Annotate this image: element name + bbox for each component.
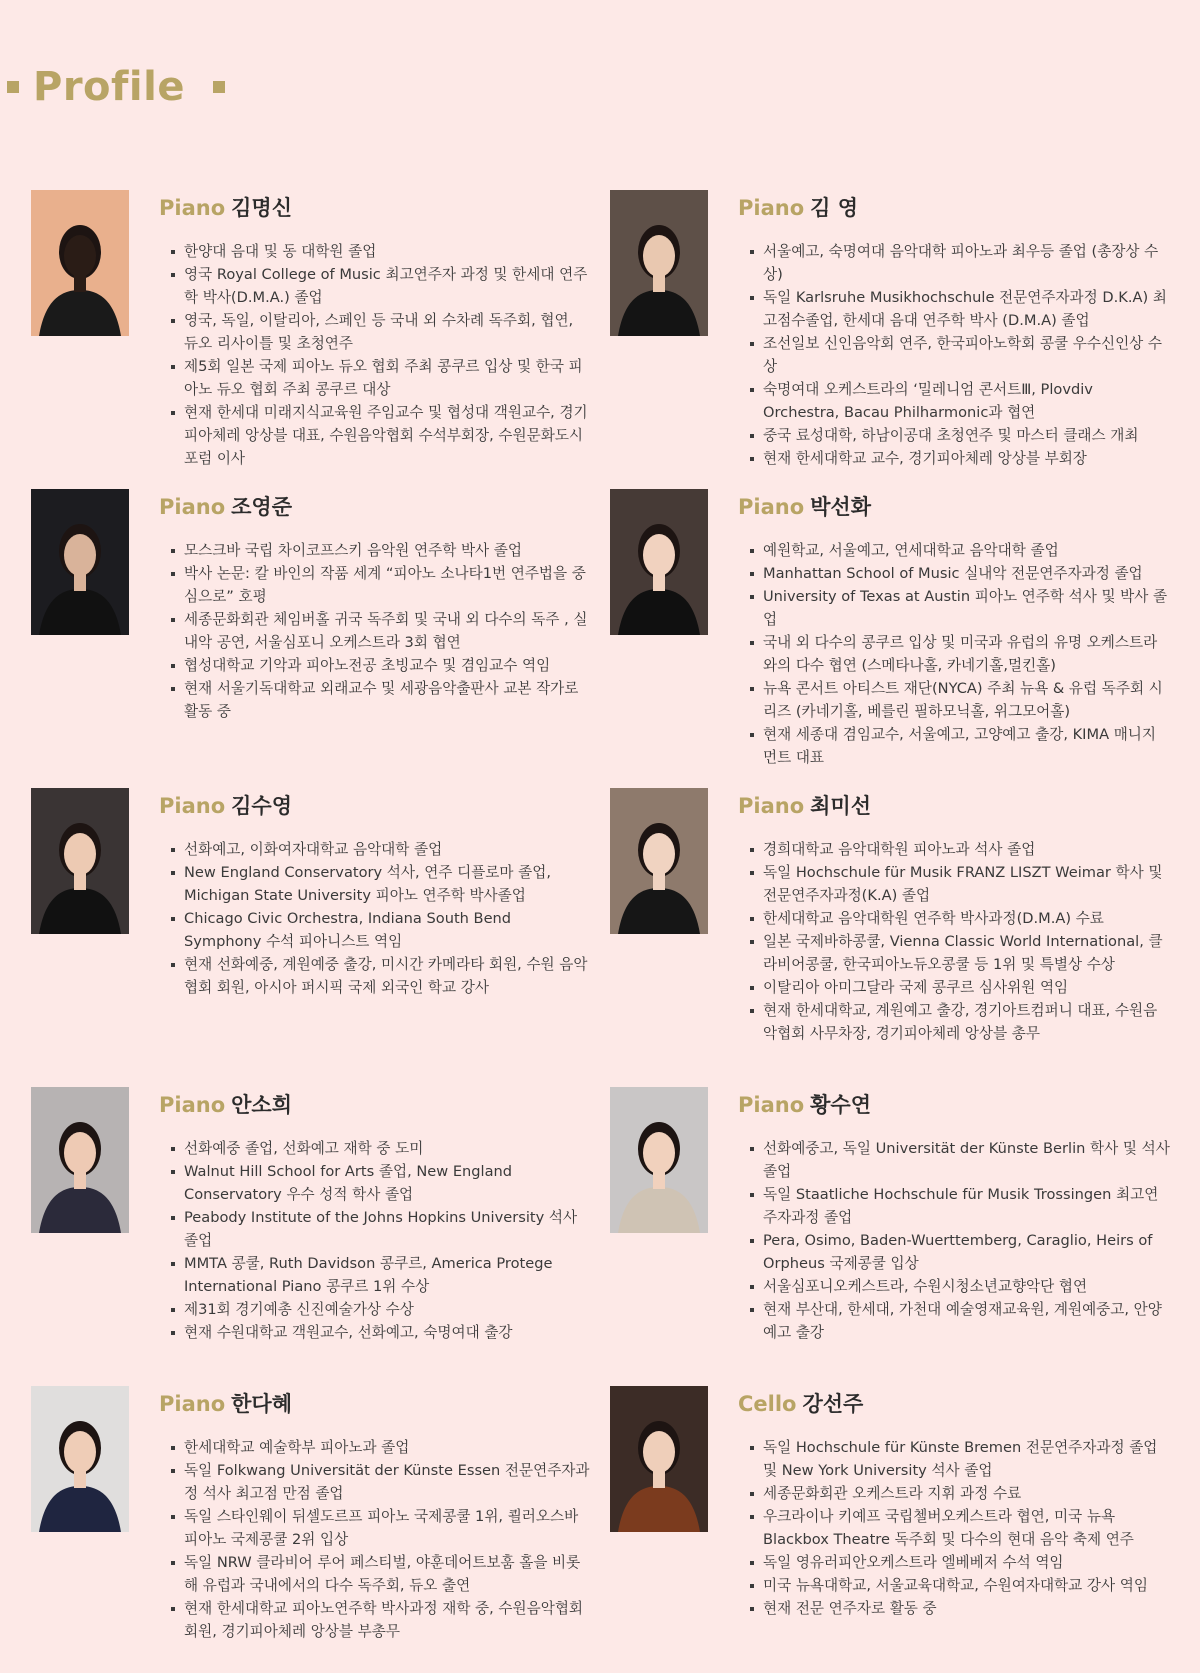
performer-name: 황수연 xyxy=(810,1093,871,1117)
profile-card xyxy=(610,1087,1170,1377)
bio-item: 독일 스타인웨이 뒤셀도르프 피아노 국제콩쿨 1위, 쾰러오스바 피아노 국제콩쿨 2위 입상 xyxy=(171,1505,591,1551)
performer-name: 한다혜 xyxy=(231,1392,292,1416)
bio-item: 영국, 독일, 이탈리아, 스페인 등 국내 외 수차례 독주회, 협연, 듀오 리사이틀 및 초청연주 xyxy=(171,309,591,355)
bio-item: University of Texas at Austin 피아노 연주학 석사 및 박사 졸업 xyxy=(750,585,1170,631)
instrument-label: Piano xyxy=(159,495,226,519)
bio-item: 모스크바 국립 차이코프스키 음악원 연주학 박사 졸업 xyxy=(171,539,591,562)
bio-item: 선화예고, 이화여자대학교 음악대학 졸업 xyxy=(171,838,591,861)
bio-item: MMTA 콩쿨, Ruth Davidson 콩쿠르, America Protege International Piano 콩쿠르 1위 수상 xyxy=(171,1252,591,1298)
instrument-label: Piano xyxy=(738,495,805,519)
bio-item: 현재 한세대학교 피아노연주학 박사과정 재학 중, 수원음악협회 회원, 경기피아체레 앙상블 부총무 xyxy=(171,1597,591,1643)
bio-item: Manhattan School of Music 실내악 전문연주자과정 졸업 xyxy=(750,562,1170,585)
performer-name: 김수영 xyxy=(231,794,292,818)
bio-list xyxy=(171,1137,591,1344)
profile-heading xyxy=(159,491,292,521)
bio-item: 현재 전문 연주자로 활동 중 xyxy=(750,1597,1170,1620)
bio-item: 협성대학교 기악과 피아노전공 초빙교수 및 겸임교수 역임 xyxy=(171,654,591,677)
bio-item: 독일 NRW 클라비어 루어 페스티벌, 야훈데어트보훔 홀을 비롯해 유럽과 국내에서의 다수 독주회, 듀오 출연 xyxy=(171,1551,591,1597)
bio-item: 현재 서울기독대학교 외래교수 및 세광음악출판사 교본 작가로 활동 중 xyxy=(171,677,591,723)
square-bullet-icon xyxy=(7,81,19,93)
bio-item: 현재 수원대학교 객원교수, 선화예고, 숙명여대 출강 xyxy=(171,1321,591,1344)
bio-list xyxy=(750,1436,1170,1620)
bio-item: 서울심포니오케스트라, 수원시청소년교향악단 협연 xyxy=(750,1275,1170,1298)
bio-list xyxy=(750,838,1170,1045)
profile-heading xyxy=(738,192,858,222)
bio-list xyxy=(171,539,591,723)
bio-item: 일본 국제바하콩쿨, Vienna Classic World International, 클라비어콩쿨, 한국피아노듀오콩쿨 등 1위 및 특별상 수상 xyxy=(750,930,1170,976)
bio-item: 세종문화회관 오케스트라 지휘 과정 수료 xyxy=(750,1482,1170,1505)
bio-item: 독일 Hochschule für Musik FRANZ LISZT Weimar 학사 및 전문연주자과정(K.A) 졸업 xyxy=(750,861,1170,907)
portrait-photo xyxy=(31,1087,129,1233)
bio-item: 제31회 경기예총 신진예술가상 수상 xyxy=(171,1298,591,1321)
performer-name: 최미선 xyxy=(810,794,871,818)
bio-item: 뉴욕 콘서트 아티스트 재단(NYCA) 주최 뉴욕 & 유럽 독주회 시리즈 (카네기홀, 베를린 필하모닉홀, 위그모어홀) xyxy=(750,677,1170,723)
profile-card xyxy=(610,190,1170,480)
bio-item: 조선일보 신인음악회 연주, 한국피아노학회 콩쿨 우수신인상 수상 xyxy=(750,332,1170,378)
bio-item: 이탈리아 아미그달라 국제 콩쿠르 심사위원 역임 xyxy=(750,976,1170,999)
bio-item: 박사 논문: 칼 바인의 작품 세계 “피아노 소나타1번 연주법을 중심으로” 호평 xyxy=(171,562,591,608)
profile-heading xyxy=(738,1089,871,1119)
portrait-photo xyxy=(610,1087,708,1233)
bio-item: Peabody Institute of the Johns Hopkins University 석사 졸업 xyxy=(171,1206,591,1252)
instrument-label: Piano xyxy=(159,1093,226,1117)
bio-item: 현재 부산대, 한세대, 가천대 예술영재교육원, 계원예중고, 안양예고 출강 xyxy=(750,1298,1170,1344)
portrait-photo xyxy=(610,190,708,336)
portrait-photo xyxy=(31,190,129,336)
profile-heading xyxy=(738,1388,863,1418)
page-header xyxy=(0,62,225,112)
profile-heading xyxy=(159,1089,292,1119)
profile-card xyxy=(31,1087,591,1377)
bio-item: 국내 외 다수의 콩쿠르 입상 및 미국과 유럽의 유명 오케스트라와의 다수 협연 (스메타나홀, 카네기홀,멀킨홀) xyxy=(750,631,1170,677)
portrait-photo xyxy=(31,788,129,934)
bio-item: 한세대학교 예술학부 피아노과 졸업 xyxy=(171,1436,591,1459)
performer-name: 김명신 xyxy=(231,196,292,220)
portrait-photo xyxy=(610,788,708,934)
instrument-label: Piano xyxy=(738,196,805,220)
bio-item: 한양대 음대 및 동 대학원 졸업 xyxy=(171,240,591,263)
bio-item: Walnut Hill School for Arts 졸업, New England Conservatory 우수 성적 학사 졸업 xyxy=(171,1160,591,1206)
performer-name: 강선주 xyxy=(802,1392,864,1416)
bio-item: 우크라이나 키예프 국립첼버오케스트라 협연, 미국 뉴욕 Blackbox Theatre 독주회 및 다수의 현대 음악 축제 연주 xyxy=(750,1505,1170,1551)
bio-item: Chicago Civic Orchestra, Indiana South Bend Symphony 수석 피아니스트 역임 xyxy=(171,907,591,953)
instrument-label: Cello xyxy=(738,1392,797,1416)
bio-list xyxy=(750,1137,1170,1344)
bio-item: 영국 Royal College of Music 최고연주자 과정 및 한세대 연주학 박사(D.M.A.) 졸업 xyxy=(171,263,591,309)
profile-heading xyxy=(159,1388,292,1418)
profile-heading xyxy=(159,790,292,820)
bio-item: 서울예고, 숙명여대 음악대학 피아노과 최우등 졸업 (총장상 수상) xyxy=(750,240,1170,286)
instrument-label: Piano xyxy=(159,196,226,220)
bio-item: 독일 Folkwang Universität der Künste Essen 전문연주자과정 석사 최고점 만점 졸업 xyxy=(171,1459,591,1505)
bio-item: 독일 영유러피안오케스트라 엘베베저 수석 역임 xyxy=(750,1551,1170,1574)
bio-item: 한세대학교 음악대학원 연주학 박사과정(D.M.A) 수료 xyxy=(750,907,1170,930)
bio-item: 독일 Karlsruhe Musikhochschule 전문연주자과정 D.K.A) 최고점수졸업, 한세대 음대 연주학 박사 (D.M.A) 졸업 xyxy=(750,286,1170,332)
profile-heading xyxy=(159,192,292,222)
bio-list xyxy=(171,240,591,470)
profile-card xyxy=(610,489,1170,779)
profile-card xyxy=(31,489,591,779)
square-bullet-icon xyxy=(213,81,225,93)
performer-name: 안소희 xyxy=(231,1093,292,1117)
instrument-label: Piano xyxy=(738,794,805,818)
bio-item: 제5회 일본 국제 피아노 듀오 협회 주최 콩쿠르 입상 및 한국 피아노 듀오 협회 주최 콩쿠르 대상 xyxy=(171,355,591,401)
instrument-label: Piano xyxy=(159,794,226,818)
bio-item: 현재 세종대 겸임교수, 서울예고, 고양예고 출강, KIMA 매니지먼트 대표 xyxy=(750,723,1170,769)
instrument-label: Piano xyxy=(738,1093,805,1117)
bio-item: 현재 한세대학교 교수, 경기피아체레 앙상블 부회장 xyxy=(750,447,1170,470)
bio-item: 세종문화회관 체임버홀 귀국 독주회 및 국내 외 다수의 독주 , 실내악 공연, 서울심포니 오케스트라 3회 협연 xyxy=(171,608,591,654)
portrait-photo xyxy=(31,1386,129,1532)
profile-card xyxy=(31,1386,591,1673)
bio-list xyxy=(750,240,1170,470)
bio-item: 선화예중 졸업, 선화예고 재학 중 도미 xyxy=(171,1137,591,1160)
bio-item: 미국 뉴욕대학교, 서울교육대학교, 수원여자대학교 강사 역임 xyxy=(750,1574,1170,1597)
bio-item: 독일 Staatliche Hochschule für Musik Trossingen 최고연주자과정 졸업 xyxy=(750,1183,1170,1229)
performer-name: 조영준 xyxy=(231,495,292,519)
bio-item: 선화예중고, 독일 Universität der Künste Berlin 학사 및 석사 졸업 xyxy=(750,1137,1170,1183)
bio-item: 중국 료성대학, 하남이공대 초청연주 및 마스터 클래스 개최 xyxy=(750,424,1170,447)
bio-item: Pera, Osimo, Baden-Wuerttemberg, Caraglio, Heirs of Orpheus 국제콩쿨 입상 xyxy=(750,1229,1170,1275)
profile-heading xyxy=(738,790,871,820)
profile-card xyxy=(610,788,1170,1078)
bio-item: 독일 Hochschule für Künste Bremen 전문연주자과정 졸업 및 New York University 석사 졸업 xyxy=(750,1436,1170,1482)
profile-card xyxy=(31,788,591,1078)
bio-item: 예원학교, 서울예고, 연세대학교 음악대학 졸업 xyxy=(750,539,1170,562)
profile-card xyxy=(610,1386,1170,1673)
bio-item: 현재 한세대 미래지식교육원 주임교수 및 협성대 객원교수, 경기피아체레 앙상블 대표, 수원음악협회 수석부회장, 수원문화도시포럼 이사 xyxy=(171,401,591,470)
bio-list xyxy=(750,539,1170,769)
page-title: Profile xyxy=(33,64,185,110)
portrait-photo xyxy=(31,489,129,635)
performer-name: 박선화 xyxy=(810,495,871,519)
performer-name: 김 영 xyxy=(810,196,859,220)
bio-item: 현재 한세대학교, 계원예고 출강, 경기아트컴퍼니 대표, 수원음악협회 사무차장, 경기피아체레 앙상블 총무 xyxy=(750,999,1170,1045)
profile-card xyxy=(31,190,591,480)
bio-list xyxy=(171,1436,591,1643)
bio-item: 경희대학교 음악대학원 피아노과 석사 졸업 xyxy=(750,838,1170,861)
profile-heading xyxy=(738,491,871,521)
portrait-photo xyxy=(610,489,708,635)
portrait-photo xyxy=(610,1386,708,1532)
bio-item: 숙명여대 오케스트라의 ‘밀레니엄 콘서트Ⅲ, Plovdiv Orchestra, Bacau Philharmonic과 협연 xyxy=(750,378,1170,424)
bio-list xyxy=(171,838,591,999)
bio-item: New England Conservatory 석사, 연주 디플로마 졸업, Michigan State University 피아노 연주학 박사졸업 xyxy=(171,861,591,907)
instrument-label: Piano xyxy=(159,1392,226,1416)
bio-item: 현재 선화예중, 계원예중 출강, 미시간 카메라타 회원, 수원 음악협회 회원, 아시아 퍼시픽 국제 외국인 학교 강사 xyxy=(171,953,591,999)
